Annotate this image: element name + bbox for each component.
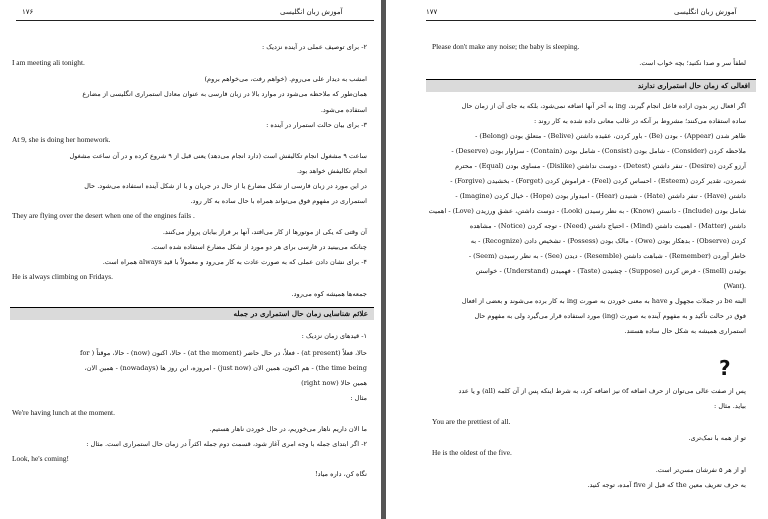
text-line: کردن (Observe) - بدهکار بودن (Owe) - مالک بودن (Possess) - تشخیص دادن (Recognize) - به	[470, 237, 746, 245]
left-page-number: ۱۷۶	[22, 8, 34, 16]
text-line: مثال :	[350, 394, 367, 402]
text-line: ظاهر شدن (Appear) - بودن (Be) - باور کردن، عقیده داشتن (Belive) - متعلق بودن (Belong) -	[475, 132, 746, 140]
question-mark-icon: ?	[719, 356, 731, 380]
text-line: به حرف تعریف معین the که قبل از five آمده، توجه کنید.	[587, 481, 746, 489]
text-line: استمراری همیشه به شکل حال ساده هستند.	[624, 327, 746, 335]
text-line: حالا، فعلاً (at present) - فعلاً، در حال حاضر (at the moment) - حالا، اکنون (now) - حالا، موقتاً ( for	[80, 349, 367, 357]
text-line: همین حالا (right now)	[301, 379, 367, 387]
text-line: (Want).	[723, 281, 746, 290]
text-line: شامل بودن (Include) - دانستن (Know) - به نظر رسیدن (Look) - دوست داشتن، عشق ورزیدن (Love) - اهمیت	[428, 207, 746, 215]
text-line: آن وقتی که یکی از موتورها از کار می‌افتد، آنها بر فراز بیابان پرواز می‌کنند.	[162, 228, 367, 236]
text-line: او از هر ۵ نفرشان مسن‌تر است.	[655, 466, 746, 474]
text-line: ۴- برای نشان دادن عملی که به صورت عادت به کار می‌رود و معمولاً با قید always همراه است.	[102, 258, 367, 266]
text-line: ۱- قیدهای زمان نزدیک :	[301, 332, 367, 340]
text-line: ملاحظه کردن (Consider) - شامل بودن (Consist) - شامل بودن (Contain) - سزاوار بودن (Deserve) -	[451, 147, 746, 155]
text-line: بوئیدن (Smell) - فرض کردن (Suppose) - چشیدن (Taste) - فهمیدن (Understand) - خواستن	[475, 267, 746, 275]
text-line: بیاید. مثال :	[714, 402, 746, 410]
section-heading-text: افعالی که زمان حال استمراری ندارند	[637, 81, 750, 90]
text-line: اگر افعال زیر بدون اراده فاعل انجام گیرند، ing به آخر آنها اضافه نمی‌شود، بلکه به جای آن از زمان حال	[461, 102, 746, 110]
text-line: استمراری در مفهوم فوق می‌تواند همراه با حال ساده به کار رود.	[190, 197, 367, 205]
text-line: شمردن، تقدیر کردن (Esteem) - احساس کردن (Feel) - فراموش کردن (Forget) - بخشیدن (Forgive) -	[450, 177, 746, 185]
right-page	[386, 0, 768, 519]
text-line: ما الان داریم ناهار می‌خوریم، در حال خوردن ناهار هستیم.	[209, 425, 367, 433]
text-line: تو از همه با نمک‌تری.	[688, 434, 746, 442]
english-example: He is the oldest of the five.	[432, 448, 512, 457]
text-line: لطفاً سر و صدا نکنید؛ بچه خواب است.	[639, 59, 746, 67]
text-line: the time being) - هم اکنون، همین الان (just now) - امروزه، این روز ها (nowadays) - همین الان،	[84, 364, 367, 372]
text-line: چنانکه می‌بینید در فارسی برای هر دو مورد از شکل مضارع استفاده شده است.	[151, 243, 367, 251]
right-header-rule	[426, 20, 756, 21]
text-line: ۳- برای بیان حالت استمرار در آینده :	[266, 121, 367, 129]
text-line: نگاه کن، داره میاد!	[314, 470, 367, 478]
right-page-number: ۱۷۷	[426, 8, 438, 16]
text-line: فوق در حالت تأکید و به مفهوم آینده به صورت (ing) مورد استفاده قرار می‌گیرد ولی به مفهوم حال	[474, 312, 746, 320]
english-example: Look, he's coming!	[12, 454, 69, 463]
section-heading	[426, 79, 756, 92]
text-line: جمعه‌ها همیشه کوه می‌رود.	[291, 290, 367, 298]
text-line: انجام تکالیفش خواهد بود.	[296, 167, 367, 175]
english-example: He is always climbing on Fridays.	[12, 272, 113, 281]
text-line: آرزو کردن (Desire) - تنفر داشتن (Detest) - دوست نداشتن (Dislike) - مساوی بودن (Equal) - محترم	[455, 162, 746, 170]
text-line: ۲- برای توصیف عملی در آینده نزدیک :	[261, 43, 367, 51]
text-line: البته be در جملات مجهول و have به معنی خوردن به صورت ing به کار برده می‌شوند و بعضی از افعال	[461, 297, 746, 305]
english-example: At 9, she is doing her homework.	[12, 135, 111, 144]
left-header-title: آموزش زبان انگلیسی	[280, 8, 343, 16]
right-header-title: آموزش زبان انگلیسی	[674, 8, 737, 16]
text-line: پس از صفت عالی می‌توان از حرف اضافه of نیز اضافه کرد، به شرط اینکه پس از آن کلمه (all) و یا عدد	[458, 387, 746, 395]
text-line: ساده استفاده می‌کنند؛ مشروط بر آنکه در غالب معانی داده شده به کار روند :	[533, 117, 746, 125]
section-heading-text: علائم شناسایی زمان حال استمراری در جمله	[233, 309, 368, 318]
english-example: You are the prettiest of all.	[432, 417, 511, 426]
text-line: استفاده می‌شود.	[320, 106, 367, 114]
text-line: امشب به دیدار علی می‌روم. (خواهم رفت، می‌خواهم بروم)	[204, 75, 367, 83]
text-line: ۲- اگر ابتدای جمله با وجه امری آغاز شود، قسمت دوم جمله اکثراً در زمان حال استمراری است. مثال :	[86, 440, 367, 448]
text-line: ساعت ۹ مشغول انجام تکالیفش است (دارد انجام می‌دهد) یعنی قبل از ۹ شروع کرده و در آن ساعت مشغول	[69, 152, 367, 160]
text-line: خاطر آوردن (Remember) - شباهت داشتن (Resemble) - دیدن (See) - به نظر رسیدن (Seem) -	[468, 252, 746, 260]
text-line: داشتن (Matter) - اهمیت داشتن (Mind) - احتیاج داشتن (Need) - توجه کردن (Notice) - مشاهده	[469, 222, 746, 230]
text-line: داشتن (Have) - تنفر داشتن (Hate) - شنیدن (Hear) - امیدوار بودن (Hope) - خیال کردن (Imagine) -	[455, 192, 746, 200]
english-example: Please don't make any noise; the baby is sleeping.	[432, 42, 580, 51]
english-example: I am meeting ali tonight.	[12, 58, 85, 67]
text-line: همان‌طور که ملاحظه می‌شود در موارد بالا در زبان فارسی به عنوان معادل استمراری انگلیسی از مضارع	[82, 90, 367, 98]
section-heading	[10, 307, 374, 320]
text-line: در این مورد در زبان فارسی از شکل مضارع یا از حال در جریان و یا از شکل آینده استفاده می‌شود. حال	[84, 182, 367, 190]
left-page	[0, 0, 381, 519]
english-example: We're having lunch at the moment.	[12, 408, 115, 417]
english-example: They are flying over the desert when one of the engines fails .	[12, 211, 195, 220]
left-header-rule	[16, 20, 374, 21]
